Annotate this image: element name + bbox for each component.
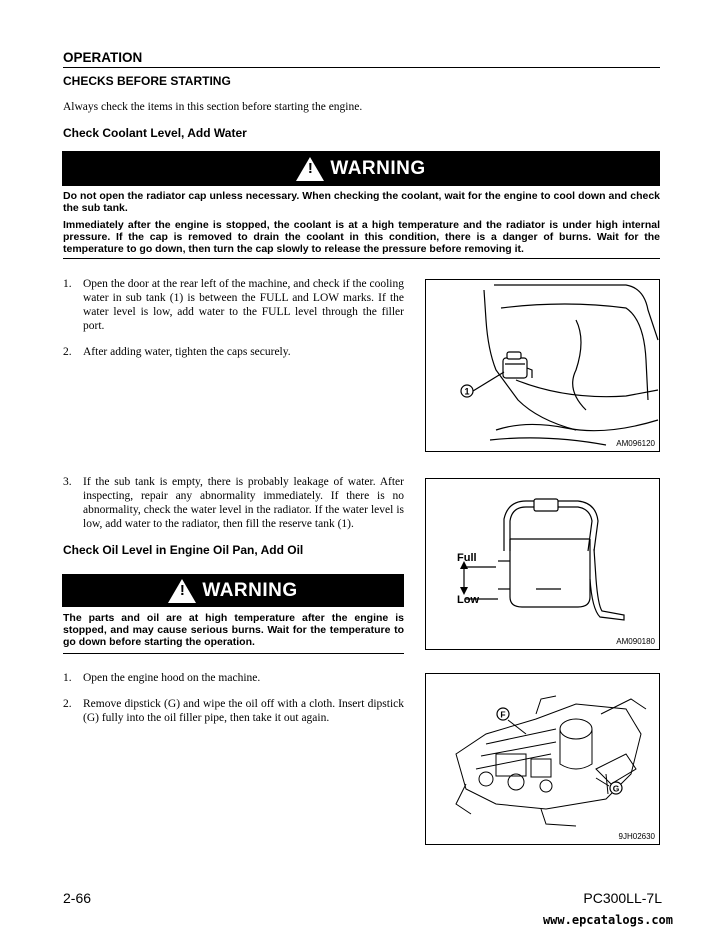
- coolant-warning-banner: [62, 151, 660, 186]
- warning-icon: !: [296, 157, 324, 181]
- section-title: OPERATION: [63, 50, 143, 65]
- step-number: 3.: [63, 476, 72, 488]
- step-number: 1.: [63, 278, 72, 290]
- step-number: 2.: [63, 698, 72, 710]
- oil-heading: Check Oil Level in Engine Oil Pan, Add Oil: [63, 543, 304, 557]
- engine-illustration: [426, 674, 659, 844]
- callout-g: G: [612, 783, 620, 794]
- oil-warning-rule: [63, 653, 404, 654]
- watermark: www.epcatalogs.com: [542, 913, 673, 927]
- figure-sub-tank: [425, 279, 660, 452]
- coolant-warning-text-1: Do not open the radiator cap unless necessary. When checking the coolant, wait for the engine to cool down and check the sub tank.: [63, 190, 660, 214]
- figure-code: AM090180: [616, 637, 655, 646]
- sub-tank-callout: 1: [464, 386, 470, 397]
- level-gauge-illustration: [426, 479, 659, 649]
- warning-icon: !: [168, 579, 196, 603]
- step-text: Open the door at the rear left of the machine, and check if the cooling water in sub tank (1) is between the FULL and LOW marks. If the water level is low, add water to the FULL level through the filler port.: [83, 278, 404, 332]
- oil-warning-text: The parts and oil are at high temperature after the engine is stopped, and may cause serious burns. Wait for the temperature to go down before starting the operation.: [63, 612, 404, 648]
- oil-warning-banner: [62, 574, 404, 607]
- low-mark-label: Low: [457, 594, 479, 606]
- model-number: PC300LL-7L: [583, 890, 662, 906]
- sub-tank-illustration: [426, 280, 659, 451]
- figure-code: 9JH02630: [618, 832, 655, 841]
- figure-engine-dipstick: [425, 673, 660, 845]
- step-text: After adding water, tighten the caps securely.: [83, 346, 291, 358]
- figure-code: AM096120: [616, 439, 655, 448]
- coolant-step-3: [63, 475, 404, 531]
- step-number: 1.: [63, 672, 72, 684]
- full-mark-label: Full: [457, 552, 477, 564]
- coolant-warning-text-2: Immediately after the engine is stopped, the coolant is at a high temperature and the radiator is under high internal pressure. If the cap is removed to drain the coolant in this condition, there is a danger of burns. Wait for the temperature to go down, then turn the cap slowly to release the pressure before removing it.: [63, 219, 660, 255]
- oil-warning-title: WARNING: [202, 579, 298, 601]
- figure-level-marks: [425, 478, 660, 650]
- step-text: Open the engine hood on the machine.: [83, 672, 261, 684]
- subsection-title: CHECKS BEFORE STARTING: [63, 74, 231, 88]
- oil-step-1: [63, 671, 404, 685]
- coolant-step-2: [63, 345, 404, 359]
- intro-text: Always check the items in this section before starting the engine.: [63, 101, 363, 113]
- step-number: 2.: [63, 346, 72, 358]
- coolant-heading: Check Coolant Level, Add Water: [63, 126, 247, 140]
- page-number: 2-66: [63, 890, 92, 906]
- callout-f: F: [500, 709, 506, 720]
- coolant-warning-rule: [63, 258, 660, 259]
- coolant-warning-title: WARNING: [330, 157, 426, 179]
- coolant-step-1: [63, 277, 404, 333]
- section-rule: [63, 67, 660, 68]
- step-text: If the sub tank is empty, there is probably leakage of water. After inspecting, repair any abnormality immediately. If there is no abnormality, check the water level in the radiator. If the water level is low, add water to the radiator, then fill the reserve tank (1).: [83, 476, 404, 530]
- oil-step-2: [63, 697, 404, 725]
- step-text: Remove dipstick (G) and wipe the oil off with a cloth. Insert dipstick (G) fully into the oil filler pipe, then take it out again.: [83, 698, 404, 724]
